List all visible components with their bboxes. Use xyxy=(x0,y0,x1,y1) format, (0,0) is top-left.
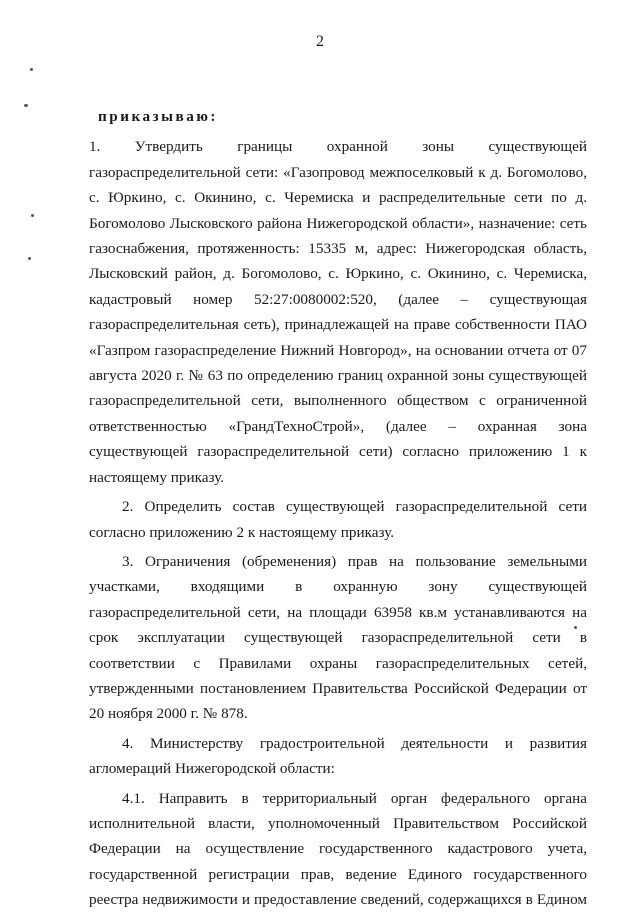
order-word: приказываю: xyxy=(98,108,218,125)
page-number: 2 xyxy=(316,33,324,50)
document-body xyxy=(89,104,587,917)
scan-speck xyxy=(28,257,31,260)
paragraph-4: 4. Министерству градостроительной деятельности и развития агломераций Нижегородской области: xyxy=(89,734,587,778)
scan-speck xyxy=(30,68,33,71)
paragraph-2: 2. Определить состав существующей газораспределительной сети согласно приложению 2 к настоящему приказу. xyxy=(89,498,587,541)
scan-speck xyxy=(24,104,28,107)
scan-speck xyxy=(31,214,34,217)
paragraph-3: 3. Ограничения (обременения) прав на пользование земельными участками, входящими в охранную зону существующей газораспределительной сети, на площади 63958 кв.м устанавливаются на срок эксплуатации существующей газораспределительной сети в соответствии с Правилами охраны газораспределительных сетей, утвержденными постановлением Правительства Российской Федерации от 20 ноября 2000 г. № 878. xyxy=(89,552,587,723)
paragraph-4-1: 4.1. Направить в территориальный орган федерального органа исполнительной власти, уполномоченный Правительством Российской Федерации на осуществление государственного кадастрового учета, государственной регистрации прав, ведение Единого государственного реестра недвижимости и предоставление сведений, содержащихся в Едином xyxy=(89,789,587,909)
paragraph-1: 1. Утвердить границы охранной зоны существующей газораспределительной сети: «Газопровод межпоселковый к д. Богомолово, с. Юркино, с. Окинино, с. Черемиска и распределительные сети по д. Богомолово Лысковского района Нижегородской области», назначение: сеть газоснабжения, протяженность: 15335 м, адрес: Нижегородская область, Лысковский район, д. Богомолово, с. Юркино, с. Окинино, с. Черемиска, кадастровый номер 52:27:0080002:520, (далее – существующая газораспределительная сеть), принадлежащей на праве собственности ПАО «Газпром газораспределение Нижний Новгород», на основании отчета от 07 августа 2020 г. № 63 по определению границ охранной зоны существующей газораспределительной сети, выполненного обществом с ограниченной ответственностью «ГрандТехноСтрой», (далее – охранная зона существующей газораспределительной сети) согласно приложению 1 к настоящему приказу. xyxy=(89,138,587,486)
